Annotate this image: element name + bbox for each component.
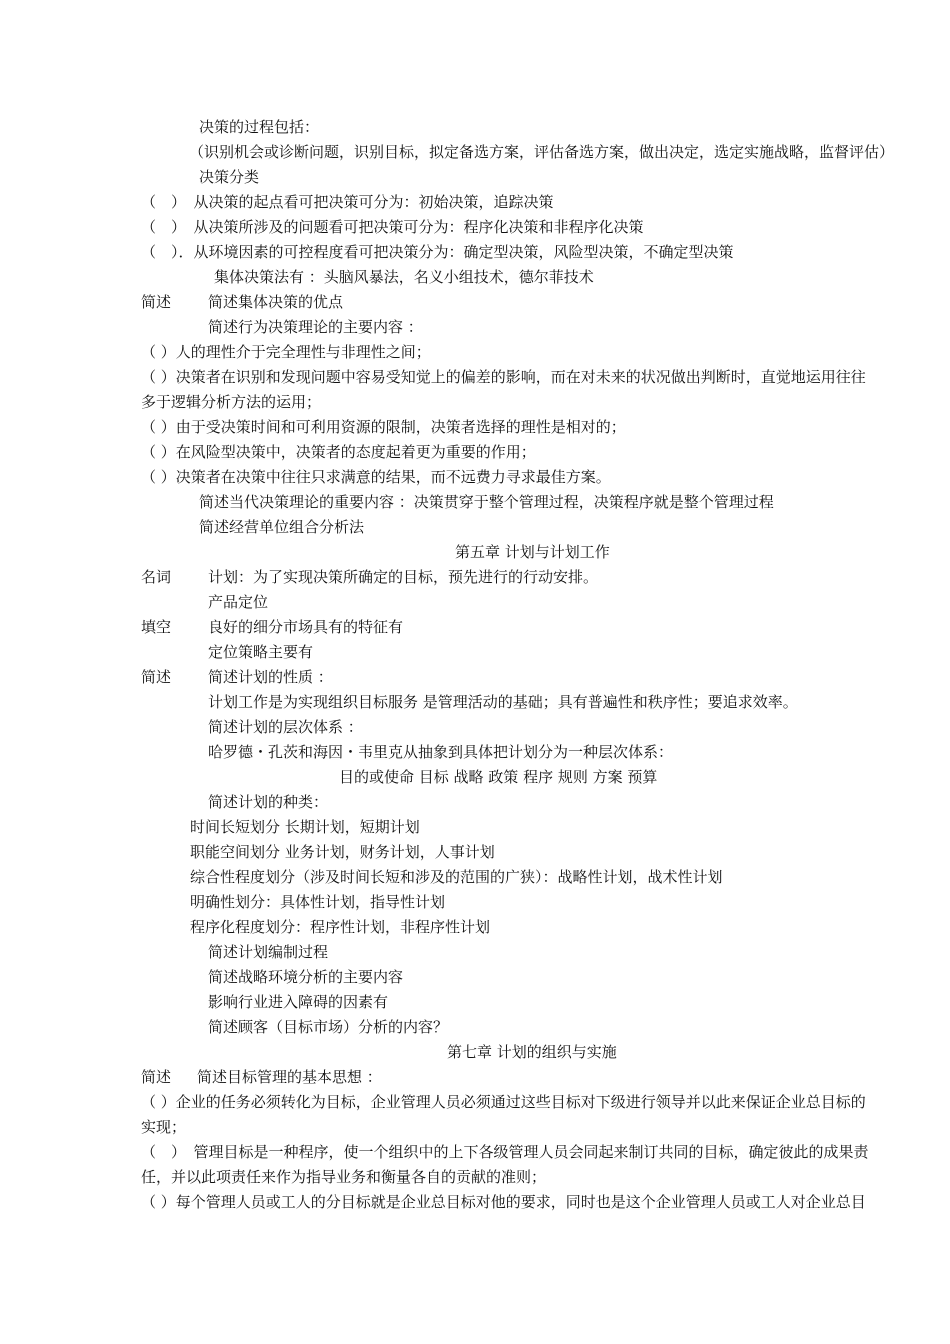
text-line: 简述计划的性质 ： bbox=[208, 668, 333, 686]
section-label: 简述 bbox=[141, 293, 172, 311]
text-line: （ ）决策者在决策中往往只求满意的结果，而不远费力寻求最佳方案。 bbox=[141, 468, 611, 486]
text-line: 明确性划分：具体性计划，指导性计划 bbox=[190, 893, 446, 911]
text-line: （ ）在风险型决策中，决策者的态度起着更为重要的作用； bbox=[141, 443, 536, 461]
text-line: （ ）每个管理人员或工人的分目标就是企业总目标对他的要求，同时也是这个企业管理人员或工人对企业总目 bbox=[141, 1193, 866, 1211]
text-line: 定位策略主要有 bbox=[208, 643, 314, 661]
chapter-title: 第五章 计划与计划工作 bbox=[455, 543, 610, 561]
text-line: 产品定位 bbox=[208, 593, 269, 611]
text-line: 简述计划的种类： bbox=[208, 793, 329, 811]
text-line: （识别机会或诊断问题，识别目标，拟定备选方案，评估备选方案，做出决定，选定实施战略，监督评估） bbox=[189, 143, 895, 161]
text-line: 哈罗德・孔茨和海因・韦里克从抽象到具体把计划分为一种层次体系： bbox=[208, 743, 674, 761]
text-line: 决策分类 bbox=[199, 168, 260, 186]
text-line: （ ）由于受决策时间和可利用资源的限制，决策者选择的理性是相对的； bbox=[141, 418, 626, 436]
text-line: 简述行为决策理论的主要内容 ： bbox=[208, 318, 423, 336]
text-line: 任，并以此项责任来作为指导业务和衡量各自的贡献的准则； bbox=[141, 1168, 547, 1186]
text-line: 多于逻辑分析方法的运用； bbox=[141, 393, 322, 411]
section-label: 简述 bbox=[141, 668, 172, 686]
text-line: 简述当代决策理论的重要内容 ：决策贯穿于整个管理过程，决策程序就是整个管理过程 bbox=[199, 493, 774, 511]
text-line: 时间长短划分 长期计划，短期计划 bbox=[190, 818, 420, 836]
text-line: 简述目标管理的基本思想 ： bbox=[197, 1068, 382, 1086]
chapter-title: 第七章 计划的组织与实施 bbox=[447, 1043, 617, 1061]
text-line: 综合性程度划分（涉及时间长短和涉及的范围的广狭）：战略性计划，战术性计划 bbox=[190, 868, 723, 886]
text-line: 计划工作是为实现组织目标服务 是管理活动的基础；具有普遍性和秩序性；要追求效率。 bbox=[208, 693, 798, 711]
text-line: 良好的细分市场具有的特征有 bbox=[208, 618, 404, 636]
text-line: 简述战略环境分析的主要内容 bbox=[208, 968, 404, 986]
section-label: 名词 bbox=[141, 568, 172, 586]
text-line: （ ） 从决策的起点看可把决策可分为：初始决策，追踪决策 bbox=[141, 193, 554, 211]
text-line: （ ） 从决策所涉及的问题看可把决策可分为：程序化决策和非程序化决策 bbox=[141, 218, 644, 236]
text-line: 程序化程度划分：程序性计划，非程序性计划 bbox=[190, 918, 491, 936]
text-line: 目的或使命 目标 战略 政策 程序 规则 方案 预算 bbox=[339, 768, 658, 786]
text-line: 决策的过程包括： bbox=[199, 118, 320, 136]
text-line: 职能空间划分 业务计划，财务计划，人事计划 bbox=[190, 843, 495, 861]
text-line: （ ） 管理目标是一种程序，使一个组织中的上下各级管理人员会同起来制订共同的目标，确定彼此的成果责 bbox=[141, 1143, 869, 1161]
text-line: 简述顾客（目标市场）分析的内容？ bbox=[208, 1018, 449, 1036]
text-line: （ ）．从环境因素的可控程度看可把决策分为：确定型决策，风险型决策，不确定型决策 bbox=[141, 243, 734, 261]
text-line: 影响行业进入障碍的因素有 bbox=[208, 993, 389, 1011]
text-line: 计划：为了实现决策所确定的目标，预先进行的行动安排。 bbox=[208, 568, 599, 586]
text-line: 简述计划的层次体系 ： bbox=[208, 718, 363, 736]
text-line: （ ）企业的任务必须转化为目标，企业管理人员必须通过这些目标对下级进行领导并以此来保证企业总目标的 bbox=[141, 1093, 866, 1111]
section-label: 填空 bbox=[141, 618, 172, 636]
text-line: 实现； bbox=[141, 1118, 187, 1136]
section-label: 简述 bbox=[141, 1068, 172, 1086]
text-line: 简述计划编制过程 bbox=[208, 943, 329, 961]
text-line: （ ）决策者在识别和发现问题中容易受知觉上的偏差的影响，而在对未来的状况做出判断时，直觉地运用往往 bbox=[141, 368, 866, 386]
text-line: （ ）人的理性介于完全理性与非理性之间； bbox=[141, 343, 431, 361]
text-line: 集体决策法有 ：头脑风暴法，名义小组技术，德尔菲技术 bbox=[214, 268, 594, 286]
text-line: 简述集体决策的优点 bbox=[208, 293, 344, 311]
text-line: 简述经营单位组合分析法 bbox=[199, 518, 365, 536]
